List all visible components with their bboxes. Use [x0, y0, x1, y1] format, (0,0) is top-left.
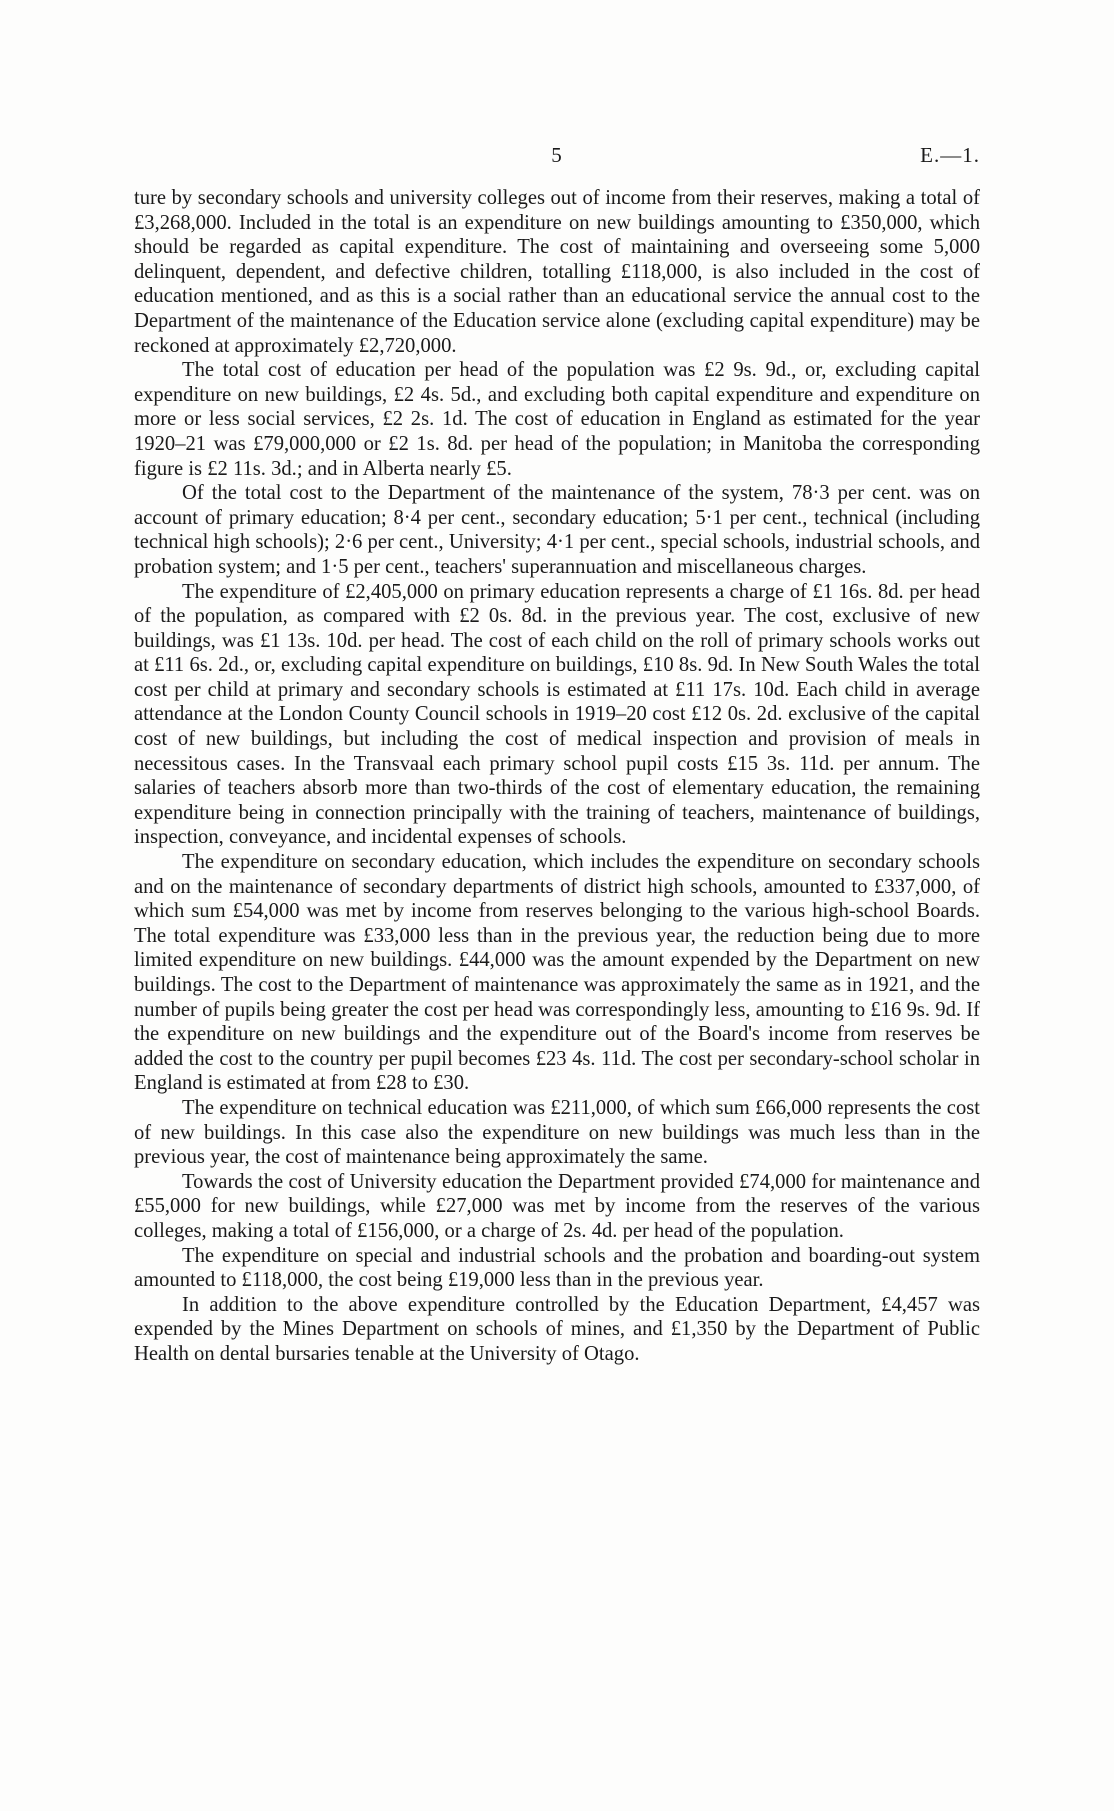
paragraph-continuation: ture by secondary schools and university colleges out of income from their reserves, making a total of £3,268,000. Included in the total is an expenditure on new buildings amounting to £350,000, which should be regarded as capital expenditure. The cost of maintaining and overseeing some 5,000 delinquent, dependent, and defective children, totalling £118,000, is also included in the cost of education mentioned, and as this is a social rather than an educational service the annual cost to the Department of the maintenance of the Education service alone (excluding capital expenditure) may be reckoned at approximately £2,720,000. [134, 187, 980, 357]
paragraph-secondary-education: The expenditure on secondary education, which includes the expenditure on secondary schools and on the maintenance of secondary departments of district high schools, amounted to £337,000, of which sum £54,000 was met by income from reserves belonging to the various high-school Boards. The total expenditure was £33,000 less than in the previous year, the reduction being due to more limited expenditure on new buildings. £44,000 was the amount expended by the Department on new buildings. The cost to the Department of maintenance was approximately the same as in 1921, and the number of pupils being greater the cost per head was correspondingly less, amounting to £16 9s. 9d. If the expenditure on new buildings and the expenditure out of the Board's income from reserves be added the cost to the country per pupil becomes £23 4s. 11d. The cost per secondary-school scholar in England is estimated at from £28 to £30. [134, 851, 980, 1095]
paragraph-special-schools: The expenditure on special and industrial schools and the probation and boarding-out system amounted to £118,000, the cost being £19,000 less than in the previous year. [134, 1244, 980, 1292]
paragraph-cost-per-head: The total cost of education per head of the population was £2 9s. 9d., or, excluding capital expenditure on new buildings, £2 4s. 5d., and excluding both capital expenditure and expenditure on more or less social services, £2 2s. 1d. The cost of education in England as estimated for the year 1920–21 was £79,000,000 or £2 1s. 8d. per head of the population; in Manitoba the corresponding figure is £2 11s. 3d.; and in Alberta nearly £5. [134, 359, 980, 480]
page-number: 5 [551, 143, 563, 167]
series-reference: E.—1. [920, 143, 980, 167]
running-header [134, 140, 980, 170]
paragraph-cost-breakdown: Of the total cost to the Department of the maintenance of the system, 78·3 per cent. was on account of primary education; 8·4 per cent., secondary education; 5·1 per cent., technical (including technical high schools); 2·6 per cent., University; 4·1 per cent., special schools, industrial schools, and probation system; and 1·5 per cent., teachers' superannuation and miscellaneous charges. [134, 482, 980, 578]
body-text [134, 186, 980, 1367]
paragraph-primary-education: The expenditure of £2,405,000 on primary education represents a charge of £1 16s. 8d. per head of the population, as compared with £2 0s. 8d. in the previous year. The cost, exclusive of new buildings, was £1 13s. 10d. per head. The cost of each child on the roll of primary schools works out at £11 6s. 2d., or, excluding capital expenditure on buildings, £10 8s. 9d. In New South Wales the total cost per child at primary and secondary schools is estimated at £11 17s. 10d. Each child in average attendance at the London County Council schools in 1919–20 cost £12 0s. 2d. exclusive of the capital cost of new buildings, but including the cost of medical inspection and provision of meals in necessitous cases. In the Transvaal each primary school pupil costs £15 3s. 11d. per annum. The salaries of teachers absorb more than two-thirds of the cost of elementary education, the remaining expenditure being in connection principally with the training of teachers, maintenance of buildings, inspection, conveyance, and incidental expenses of schools. [134, 580, 980, 849]
paragraph-technical-education: The expenditure on technical education was £211,000, of which sum £66,000 represents the cost of new buildings. In this case also the expenditure on new buildings was much less than in the previous year, the cost of maintenance being approximately the same. [134, 1096, 980, 1169]
paragraph-university-education: Towards the cost of University education the Department provided £74,000 for maintenance and £55,000 for new buildings, while £27,000 was met by income from the reserves of the various colleges, making a total of £156,000, or a charge of 2s. 4d. per head of the population. [134, 1170, 980, 1242]
paragraph-other-departments: In addition to the above expenditure controlled by the Education Department, £4,457 was expended by the Mines Department on schools of mines, and £1,350 by the Department of Public Health on dental bursaries tenable at the University of Otago. [134, 1293, 980, 1365]
